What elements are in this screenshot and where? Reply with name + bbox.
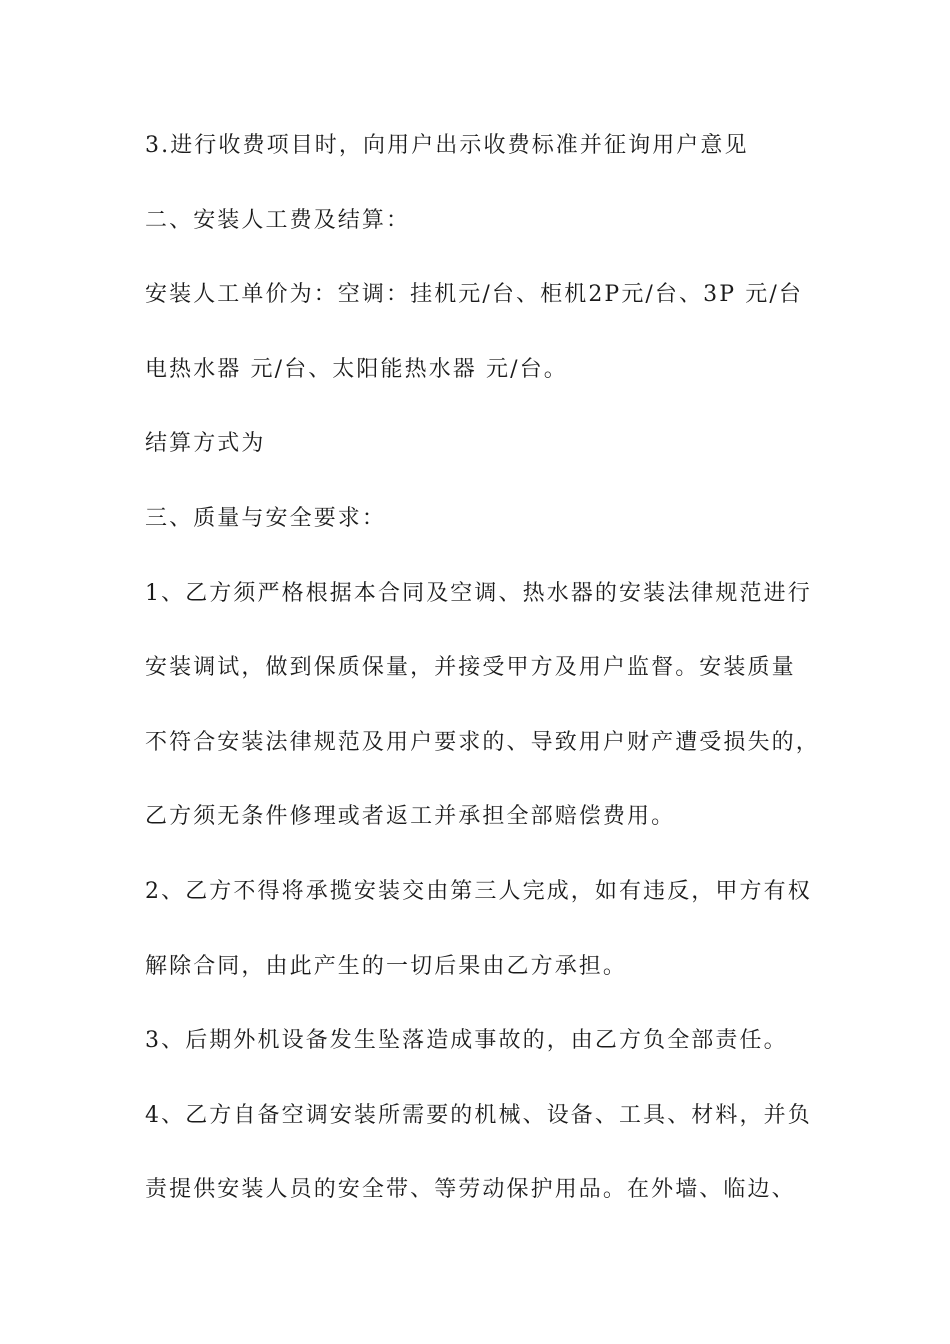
text-line: 电热水器 元/台、太阳能热水器 元/台。: [145, 356, 568, 382]
text-line: 结算方式为: [145, 431, 266, 457]
text-line: 3、后期外机设备发生坠落造成事故的，由乙方负全部责任。: [145, 1028, 788, 1054]
text-line: 3.进行收费项目时，向用户出示收费标准并征询用户意见: [145, 133, 749, 158]
text-line: 安装人工单价为：空调：挂机元/台、柜机2P元/台、3P 元/台: [145, 282, 803, 308]
text-line: 责提供安装人员的安全带、等劳动保护用品。在外墙、临边、: [145, 1177, 796, 1203]
text-line: 安装调试，做到保质保量，并接受甲方及用户监督。安装质量: [145, 655, 796, 681]
text-line: 乙方须无条件修理或者返工并承担全部赔偿费用。: [145, 804, 676, 830]
text-line: 2、乙方不得将承揽安装交由第三人完成，如有违反，甲方有权: [145, 878, 812, 904]
text-line: 1、乙方须严格根据本合同及空调、热水器的安装法律规范进行: [145, 580, 812, 606]
text-line: 解除合同，由此产生的一切后果由乙方承担。: [145, 953, 628, 979]
text-line: 4、乙方自备空调安装所需要的机械、设备、工具、材料，并负: [145, 1102, 812, 1128]
document-body: [145, 133, 820, 1252]
text-line: 不符合安装法律规范及用户要求的、导致用户财产遭受损失的，: [145, 729, 820, 755]
section-heading: 三、质量与安全要求：: [145, 505, 387, 531]
section-heading: 二、安装人工费及结算：: [145, 207, 411, 233]
